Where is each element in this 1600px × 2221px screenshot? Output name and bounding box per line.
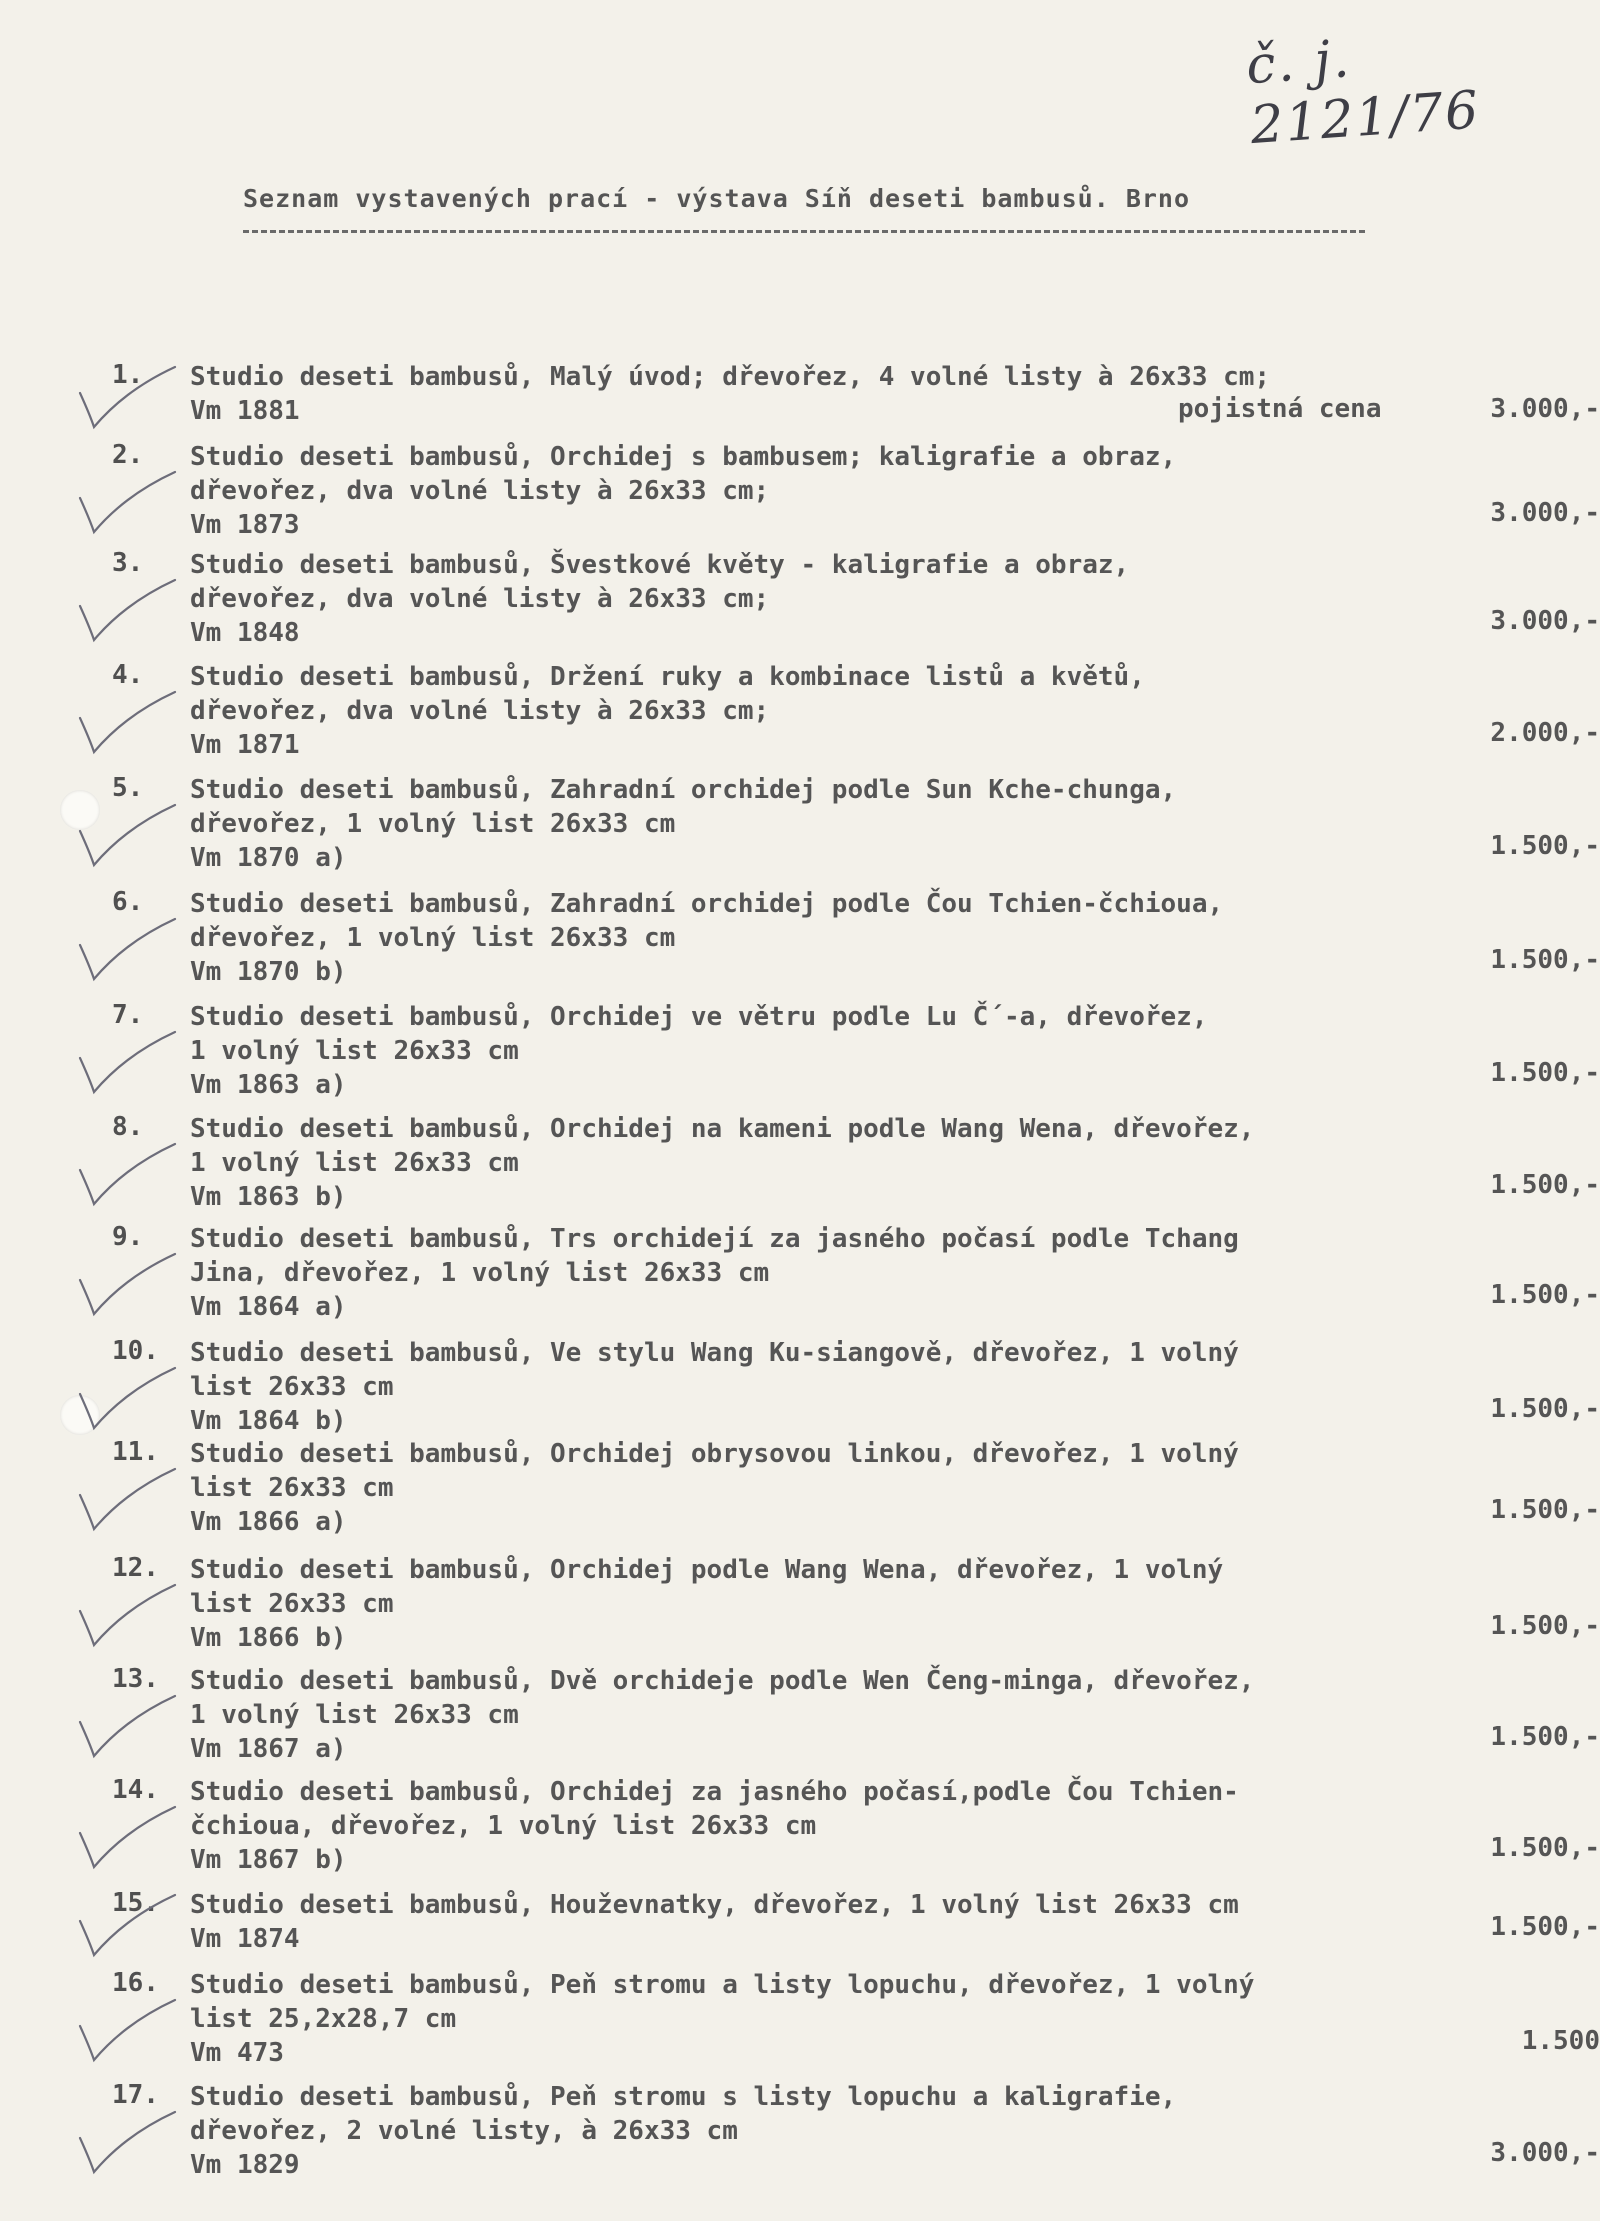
insurance-price: 3.000,- — [1490, 394, 1600, 424]
insurance-price: 1.500,- — [1490, 1170, 1600, 1200]
item-line: Vm 1863 b) — [190, 1182, 347, 1212]
insurance-price: 1.500,- — [1490, 1833, 1600, 1863]
item-line: Vm 1881 — [190, 396, 300, 426]
item-line: list 26x33 cm — [190, 1589, 394, 1619]
item-number: 16. — [112, 1968, 159, 1998]
insurance-price: 1.500,- — [1490, 1058, 1600, 1088]
insurance-price: 3.000,- — [1490, 606, 1600, 636]
item-line: Vm 1866 a) — [190, 1507, 347, 1537]
item-line: Vm 1874 — [190, 1924, 300, 1954]
insurance-price: 3.000,- — [1490, 2138, 1600, 2168]
item-line: Jina, dřevořez, 1 volný list 26x33 cm — [190, 1258, 770, 1288]
item-number: 3. — [112, 548, 144, 578]
item-line: dřevořez, 1 volný list 26x33 cm — [190, 923, 676, 953]
insurance-price: 1.500,- — [1490, 1280, 1600, 1310]
check-mark-icon — [70, 803, 180, 873]
insurance-price: 1.500 — [1521, 2026, 1600, 2056]
item-line: Studio deseti bambusů, Malý úvod; dřevořez, 4 volné listy à 26x33 cm; — [190, 362, 1271, 392]
item-line: Studio deseti bambusů, Orchidej ve větru podle Lu Č´-a, dřevořez, — [190, 1002, 1208, 1032]
item-line: Studio deseti bambusů, Orchidej na kameni podle Wang Wena, dřevořez, — [190, 1114, 1255, 1144]
item-line: Studio deseti bambusů, Houževnatky, dřevořez, 1 volný list 26x33 cm — [190, 1890, 1239, 1920]
check-mark-icon — [70, 690, 180, 760]
item-number: 11. — [112, 1437, 159, 1467]
item-line: Vm 1867 a) — [190, 1734, 347, 1764]
item-line: Studio deseti bambusů, Zahradní orchidej podle Čou Tchien-čchioua, — [190, 889, 1224, 919]
item-line: Vm 1873 — [190, 510, 300, 540]
item-number: 13. — [112, 1664, 159, 1694]
item-line: Vm 473 — [190, 2038, 284, 2068]
check-mark-icon — [70, 2110, 180, 2180]
item-number: 10. — [112, 1336, 159, 1366]
check-mark-icon — [70, 1030, 180, 1100]
item-line: Vm 1870 a) — [190, 843, 347, 873]
check-mark-icon — [70, 1893, 180, 1963]
item-number: 15. — [112, 1888, 159, 1918]
item-line: list 26x33 cm — [190, 1372, 394, 1402]
check-mark-icon — [70, 917, 180, 987]
item-number: 6. — [112, 887, 144, 917]
item-line: Studio deseti bambusů, Trs orchidejí za jasného počasí podle Tchang — [190, 1224, 1239, 1254]
item-line: Vm 1864 b) — [190, 1406, 347, 1436]
insurance-label: pojistná cena — [1178, 394, 1382, 424]
item-line: dřevořez, 2 volné listy, à 26x33 cm — [190, 2116, 738, 2146]
item-line: Studio deseti bambusů, Švestkové květy - kaligrafie a obraz, — [190, 550, 1130, 580]
insurance-price: 1.500,- — [1490, 1394, 1600, 1424]
item-number: 14. — [112, 1775, 159, 1805]
item-number: 5. — [112, 773, 144, 803]
check-mark-icon — [70, 1467, 180, 1537]
item-line: Vm 1870 b) — [190, 957, 347, 987]
insurance-price: 1.500,- — [1490, 1495, 1600, 1525]
check-mark-icon — [70, 365, 180, 435]
check-mark-icon — [70, 1583, 180, 1653]
item-line: Vm 1867 b) — [190, 1845, 347, 1875]
item-line: Vm 1866 b) — [190, 1623, 347, 1653]
item-line: Vm 1864 a) — [190, 1292, 347, 1322]
insurance-price: 1.500,- — [1490, 1722, 1600, 1752]
check-mark-icon — [70, 1805, 180, 1875]
item-number: 2. — [112, 440, 144, 470]
item-line: Studio deseti bambusů, Orchidej s bambusem; kaligrafie a obraz, — [190, 442, 1177, 472]
item-line: Studio deseti bambusů, Držení ruky a kombinace listů a květů, — [190, 662, 1145, 692]
item-line: Studio deseti bambusů, Peň stromu s listy lopuchu a kaligrafie, — [190, 2082, 1177, 2112]
item-line: Studio deseti bambusů, Orchidej podle Wang Wena, dřevořez, 1 volný — [190, 1555, 1224, 1585]
check-mark-icon — [70, 578, 180, 648]
check-mark-icon — [70, 1694, 180, 1764]
item-number: 7. — [112, 1000, 144, 1030]
item-line: Vm 1863 a) — [190, 1070, 347, 1100]
item-line: Studio deseti bambusů, Dvě orchideje podle Wen Čeng-minga, dřevořez, — [190, 1666, 1255, 1696]
item-line: 1 volný list 26x33 cm — [190, 1148, 519, 1178]
insurance-price: 1.500,- — [1490, 1611, 1600, 1641]
item-line: list 26x33 cm — [190, 1473, 394, 1503]
check-mark-icon — [70, 1142, 180, 1212]
item-line: dřevořez, dva volné listy à 26x33 cm; — [190, 584, 770, 614]
item-number: 4. — [112, 660, 144, 690]
check-mark-icon — [70, 1366, 180, 1436]
item-line: list 25,2x28,7 cm — [190, 2004, 457, 2034]
item-line: Vm 1871 — [190, 730, 300, 760]
item-line: Vm 1829 — [190, 2150, 300, 2180]
check-mark-icon — [70, 1998, 180, 2068]
item-number: 8. — [112, 1112, 144, 1142]
item-line: Vm 1848 — [190, 618, 300, 648]
item-line: 1 volný list 26x33 cm — [190, 1700, 519, 1730]
item-line: dřevořez, 1 volný list 26x33 cm — [190, 809, 676, 839]
item-number: 1. — [112, 360, 144, 390]
document-title: Seznam vystavených prací - výstava Síň deseti bambusů. Brno — [243, 184, 1191, 213]
reference-number: č. j. 2121/76 — [1244, 29, 1483, 157]
item-number: 9. — [112, 1222, 144, 1252]
item-line: dřevořez, dva volné listy à 26x33 cm; — [190, 696, 770, 726]
item-line: dřevořez, dva volné listy à 26x33 cm; — [190, 476, 770, 506]
insurance-price: 3.000,- — [1490, 498, 1600, 528]
check-mark-icon — [70, 1252, 180, 1322]
insurance-price: 1.500,- — [1490, 831, 1600, 861]
insurance-price: 2.000,- — [1490, 718, 1600, 748]
title-underline — [243, 230, 1365, 233]
item-line: Studio deseti bambusů, Orchidej obrysovou linkou, dřevořez, 1 volný — [190, 1439, 1239, 1469]
item-line: Studio deseti bambusů, Orchidej za jasného počasí,podle Čou Tchien- — [190, 1777, 1239, 1807]
insurance-price: 1.500,- — [1490, 1912, 1600, 1942]
item-line: Studio deseti bambusů, Peň stromu a listy lopuchu, dřevořez, 1 volný — [190, 1970, 1255, 2000]
item-line: 1 volný list 26x33 cm — [190, 1036, 519, 1066]
item-line: Studio deseti bambusů, Zahradní orchidej podle Sun Kche-chunga, — [190, 775, 1177, 805]
insurance-price: 1.500,- — [1490, 945, 1600, 975]
item-line: Studio deseti bambusů, Ve stylu Wang Ku-siangově, dřevořez, 1 volný — [190, 1338, 1239, 1368]
item-line: čchioua, dřevořez, 1 volný list 26x33 cm — [190, 1811, 817, 1841]
check-mark-icon — [70, 470, 180, 540]
item-number: 12. — [112, 1553, 159, 1583]
item-number: 17. — [112, 2080, 159, 2110]
